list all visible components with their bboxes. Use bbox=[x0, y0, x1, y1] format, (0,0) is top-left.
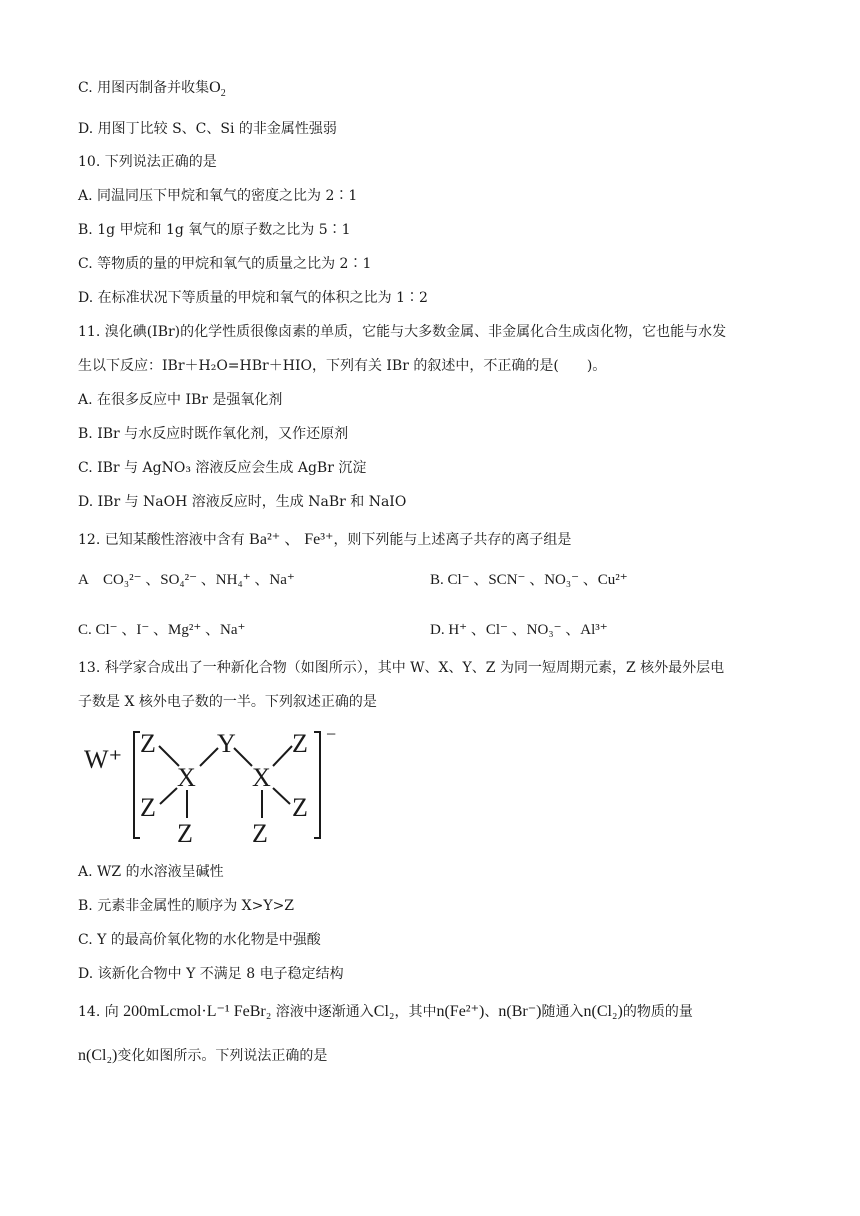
q11-stem-line1: 11. 溴化碘(IBr)的化学性质很像卤素的单质，它能与大多数金属、非金属化合生成卤化物，它也能与水发 bbox=[78, 324, 727, 340]
q12-option-a: A CO₃²⁻ 、SO₄²⁻ 、NH₄⁺ 、Na⁺ bbox=[78, 572, 295, 588]
q10-option-b: B. 1g 甲烷和 1g 氧气的原子数之比为 5∶1 bbox=[78, 222, 351, 238]
q12-ions: Ba²⁺ 、 Fe³⁺ bbox=[249, 531, 334, 548]
q13-option-a: A. WZ 的水溶液呈碱性 bbox=[78, 864, 224, 880]
q14-cl2: Cl₂ bbox=[373, 1003, 395, 1020]
q14-n-cl2-axis: n(Cl₂) bbox=[78, 1047, 118, 1064]
z-atom-bottom-right: Z bbox=[252, 819, 268, 848]
q13-option-b: B. 元素非金属性的顺序为 X>Y>Z bbox=[78, 898, 295, 914]
bond-x-z-right-top bbox=[273, 746, 292, 766]
q14-text-e: ，其中 bbox=[394, 1004, 437, 1020]
q14-n-br: n(Br⁻) bbox=[498, 1003, 542, 1020]
z-atom-mid-right: Z bbox=[292, 793, 308, 822]
z-atom-bottom-left: Z bbox=[177, 819, 193, 848]
q11-option-a: A. 在很多反应中 IBr 是强氧化剂 bbox=[78, 392, 283, 408]
q12-option-c: C. Cl⁻ 、I⁻ 、Mg²⁺ 、Na⁺ bbox=[78, 622, 246, 638]
q14-text-g: 、 bbox=[484, 1004, 499, 1020]
w-cation-label: W⁺ bbox=[84, 745, 123, 774]
q10-option-c: C. 等物质的量的甲烷和氧气的质量之比为 2∶1 bbox=[78, 256, 372, 272]
q14-stem-line1 bbox=[78, 1002, 693, 1022]
o2-formula bbox=[209, 79, 226, 100]
q14-text-c: 溶液中逐渐通入 bbox=[275, 1004, 374, 1020]
o2-symbol: O bbox=[209, 79, 221, 96]
q11-option-b: B. IBr 与水反应时既作氧化剂，又作还原剂 bbox=[78, 426, 349, 442]
q11-option-d: D. IBr 与 NaOH 溶液反应时，生成 NaBr 和 NaIO bbox=[78, 494, 407, 510]
q10-option-a: A. 同温同压下甲烷和氧气的密度之比为 2∶1 bbox=[78, 188, 358, 204]
q14-text-a: 14. 向 bbox=[78, 1004, 119, 1020]
y-atom: Y bbox=[217, 729, 236, 758]
bond-z-x-left-top bbox=[159, 746, 179, 766]
o2-subscript: 2 bbox=[220, 88, 226, 100]
bond-x-z-left-mid bbox=[160, 788, 177, 804]
q14-text-m: 变化如图所示。下列说法正确的是 bbox=[117, 1048, 328, 1064]
right-bracket bbox=[314, 732, 320, 838]
x-atom-left: X bbox=[177, 763, 196, 792]
q13-stem-line1: 13. 科学家合成出了一种新化合物（如图所示），其中 W、X、Y、Z 为同一短周期元素，Z 核外最外层电 bbox=[78, 660, 725, 676]
x-atom-right: X bbox=[252, 763, 271, 792]
q14-text-k: 的物质的量 bbox=[622, 1004, 693, 1020]
q13-structure-diagram bbox=[80, 728, 340, 848]
bond-y-x-right bbox=[234, 748, 252, 766]
q14-solution: 200mLcmol·L⁻¹ FeBr₂ bbox=[123, 1003, 272, 1020]
q13-option-d: D. 该新化合物中 Y 不满足 8 电子稳定结构 bbox=[78, 966, 344, 982]
q9-option-d: D. 用图丁比较 S、C、Si 的非金属性强弱 bbox=[78, 121, 337, 137]
q10-stem: 10. 下列说法正确的是 bbox=[78, 154, 217, 170]
q11-option-c: C. IBr 与 AgNO₃ 溶液反应会生成 AgBr 沉淀 bbox=[78, 460, 367, 476]
q12-option-b: B. Cl⁻ 、SCN⁻ 、NO₃⁻ 、Cu²⁺ bbox=[430, 572, 628, 588]
q13-stem-line2: 子数是 X 核外电子数的一半。下列叙述正确的是 bbox=[78, 694, 377, 710]
q9c-text: C. 用图丙制备并收集 bbox=[78, 80, 210, 96]
z-atom-top-left: Z bbox=[140, 729, 156, 758]
bond-x-z-right-mid bbox=[273, 788, 290, 804]
q13-option-c: C. Y 的最高价氧化物的水化物是中强酸 bbox=[78, 932, 321, 948]
q12-stem bbox=[78, 530, 571, 550]
z-atom-top-right: Z bbox=[292, 729, 308, 758]
q11-stem-line2: 生以下反应：IBr＋H₂O=HBr＋HIO，下列有关 IBr 的叙述中，不正确的是( )。 bbox=[78, 358, 607, 374]
q10-option-d: D. 在标准状况下等质量的甲烷和氧气的体积之比为 1∶2 bbox=[78, 290, 428, 306]
q12-stem-post: ，则下列能与上述离子共存的离子组是 bbox=[333, 532, 572, 548]
q12-option-d: D. H⁺ 、Cl⁻ 、NO₃⁻ 、Al³⁺ bbox=[430, 622, 608, 638]
z-atom-mid-left: Z bbox=[140, 793, 156, 822]
q9-option-c bbox=[78, 78, 226, 98]
anion-charge: − bbox=[326, 728, 337, 744]
q14-n-cl2: n(Cl₂) bbox=[583, 1003, 623, 1020]
q14-stem-line2 bbox=[78, 1046, 327, 1066]
q12-stem-pre: 12. 已知某酸性溶液中含有 bbox=[78, 532, 245, 548]
q14-n-fe: n(Fe²⁺) bbox=[436, 1003, 485, 1020]
bond-x-y-left bbox=[200, 748, 218, 766]
q14-text-i: 随通入 bbox=[541, 1004, 584, 1020]
